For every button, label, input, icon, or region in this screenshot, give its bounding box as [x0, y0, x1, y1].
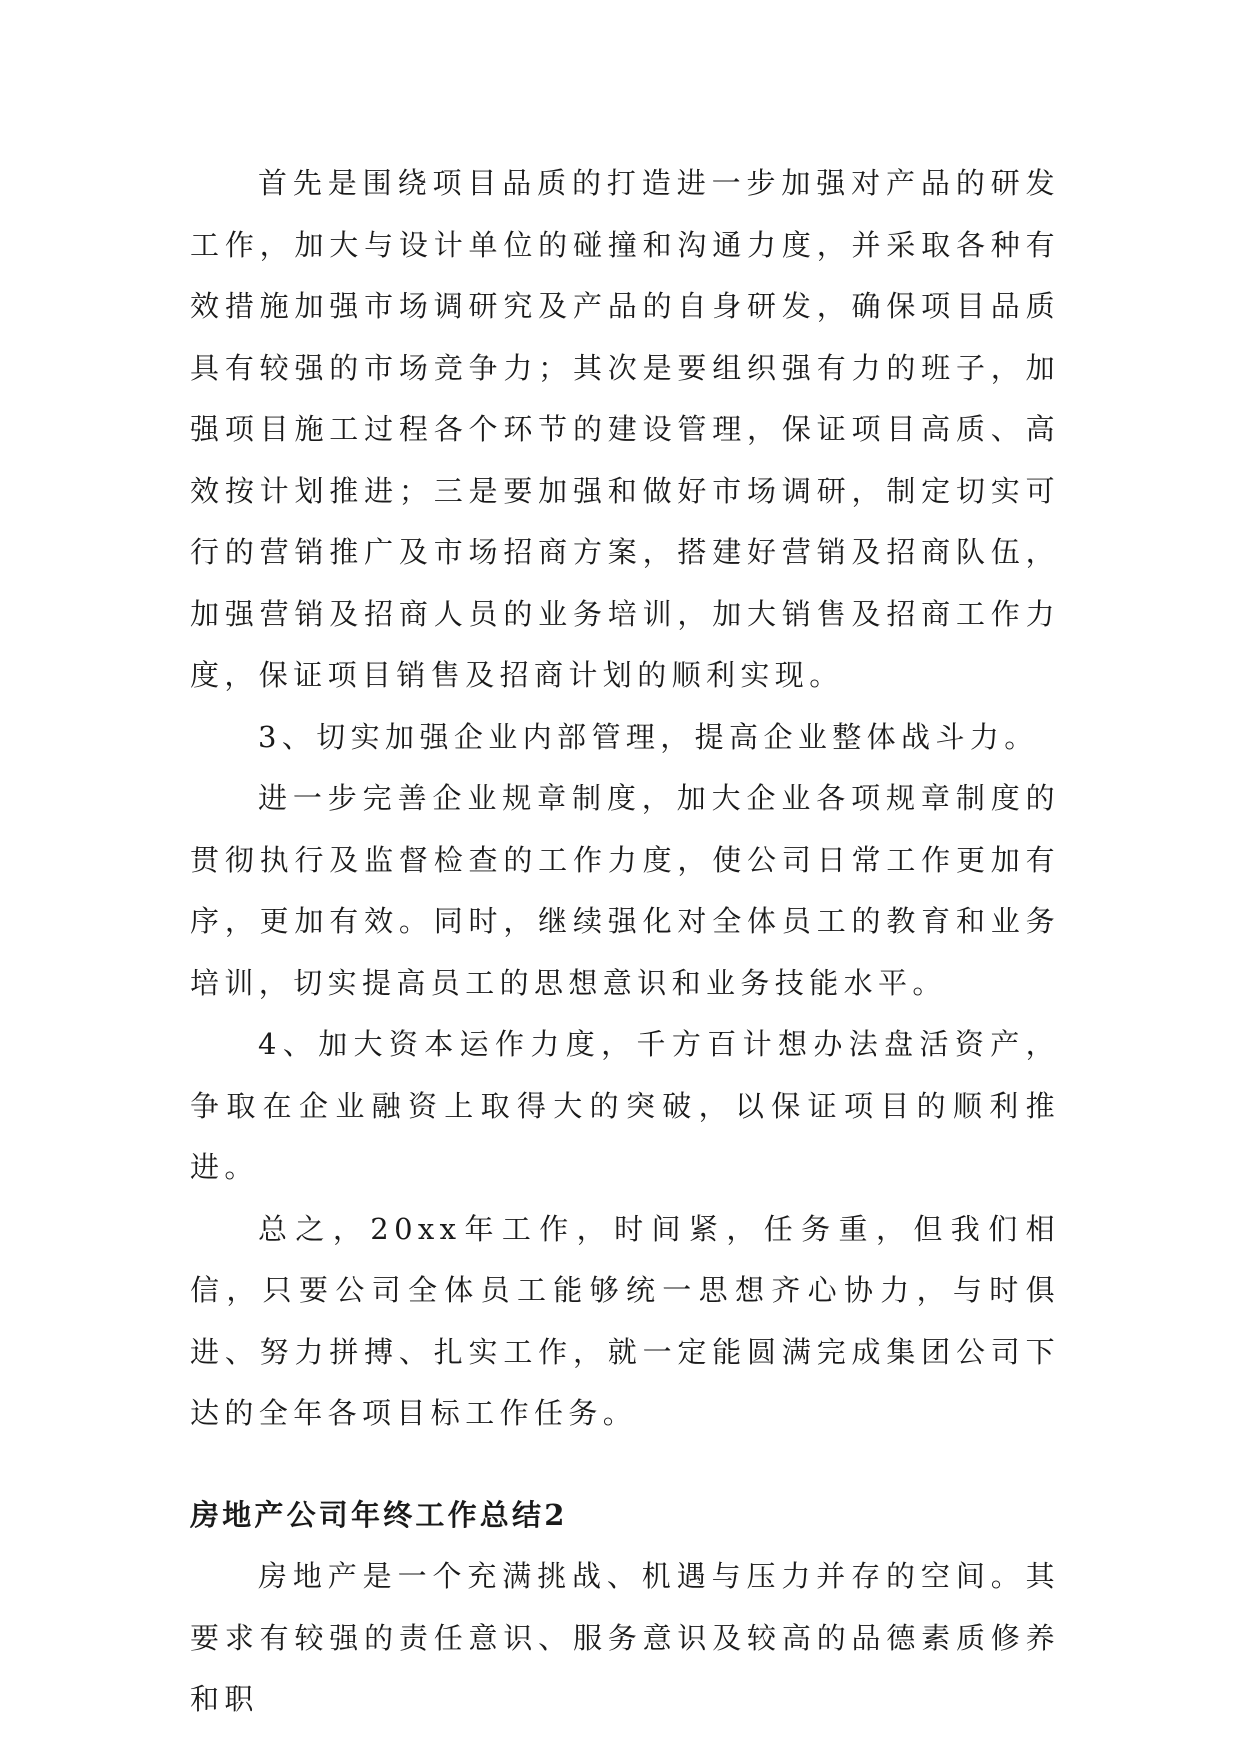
paragraph-internal-management: 进一步完善企业规章制度，加大企业各项规章制度的贯彻执行及监督检查的工作力度，使公司日常工作更加有序，更加有效。同时，继续强化对全体员工的教育和业务培训，切实提高员工的思想意识和业务技能水平。 — [190, 781, 1060, 1000]
paragraph-item-4: 4、加大资本运作力度，千方百计想办法盘活资产，争取在企业融资上取得大的突破，以保证项目的顺利推进。 — [190, 1027, 1060, 1184]
paragraph-section-intro: 房地产是一个充满挑战、机遇与压力并存的空间。其要求有较强的责任意识、服务意识及较高的品德素质修养和职 — [190, 1559, 1060, 1716]
paragraph-conclusion: 总之，20xx年工作，时间紧，任务重，但我们相信，只要公司全体员工能够统一思想齐心协力，与时俱进、努力拼搏、扎实工作，就一定能圆满完成集团公司下达的全年各项目标工作任务。 — [190, 1211, 1060, 1430]
paragraph-project-quality: 首先是围绕项目品质的打造进一步加强对产品的研发工作，加大与设计单位的碰撞和沟通力度，并采取各种有效措施加强市场调研究及产品的自身研发，确保项目品质具有较强的市场竞争力；其次是要组织强有力的班子，加强项目施工过程各个环节的建设管理，保证项目高质、高效按计划推进；三是要加强和做好市场调研，制定切实可行的营销推广及市场招商方案，搭建好营销及招商队伍，加强营销及招商人员的业务培训，加大销售及招商工作力度，保证项目销售及招商计划的顺利实现。 — [190, 166, 1060, 692]
paragraph-item-3: 3、切实加强企业内部管理，提高企业整体战斗力。 — [258, 719, 1039, 754]
section-title: 房地产公司年终工作总结2 — [190, 1497, 568, 1532]
document-page — [190, 153, 1060, 1731]
